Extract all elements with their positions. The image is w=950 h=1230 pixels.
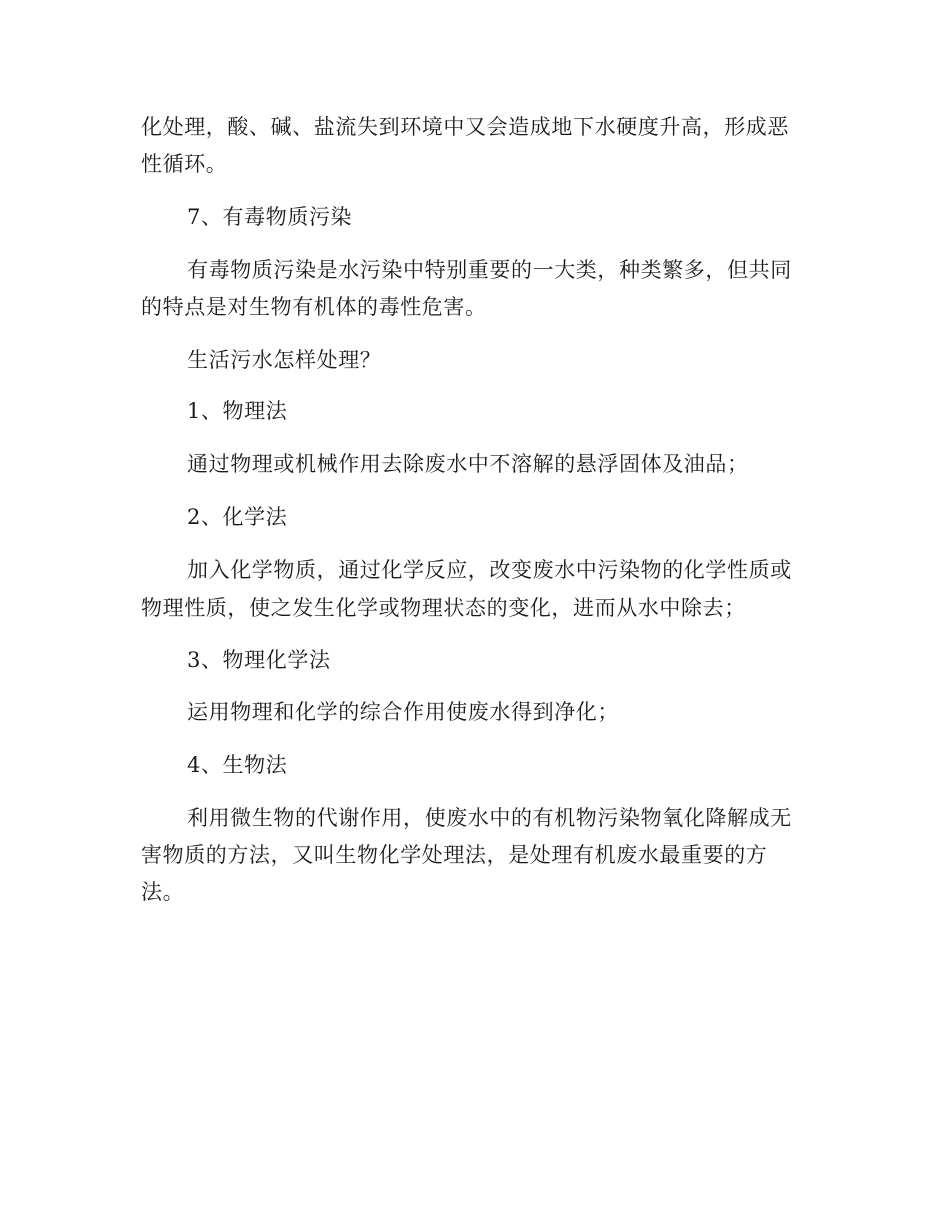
paragraph-line: 害物质的方法，又叫生物化学处理法，是处理有机废水最重要的方 [141,843,768,867]
paragraph-line: 物理性质，使之发生化学或物理状态的变化，进而从水中除去； [141,596,746,620]
paragraph-line: 有毒物质污染是水污染中特别重要的一大类，种类繁多，但共同 [187,258,792,282]
section-heading: 1、物理法 [187,399,288,423]
paragraph-line: 性循环。 [141,152,228,176]
paragraph-line: 法。 [141,880,185,904]
section-heading: 7、有毒物质污染 [187,205,353,229]
paragraph-line: 运用物理和化学的综合作用使废水得到净化； [187,700,619,724]
paragraph-line: 通过物理或机械作用去除废水中不溶解的悬浮固体及油品； [187,452,749,476]
paragraph-line: 的特点是对生物有机体的毒性危害。 [141,295,487,319]
paragraph-line: 化处理，酸、碱、盐流失到环境中又会造成地下水硬度升高，形成恶 [141,115,789,139]
paragraph-line: 利用微生物的代谢作用，使废水中的有机物污染物氧化降解成无 [187,806,792,830]
paragraph-line: 加入化学物质，通过化学反应，改变废水中污染物的化学性质或 [187,558,792,582]
question-heading: 生活污水怎样处理？ [187,348,382,372]
section-heading: 4、生物法 [187,753,288,777]
section-heading: 2、化学法 [187,505,288,529]
section-heading: 3、物理化学法 [187,648,331,672]
